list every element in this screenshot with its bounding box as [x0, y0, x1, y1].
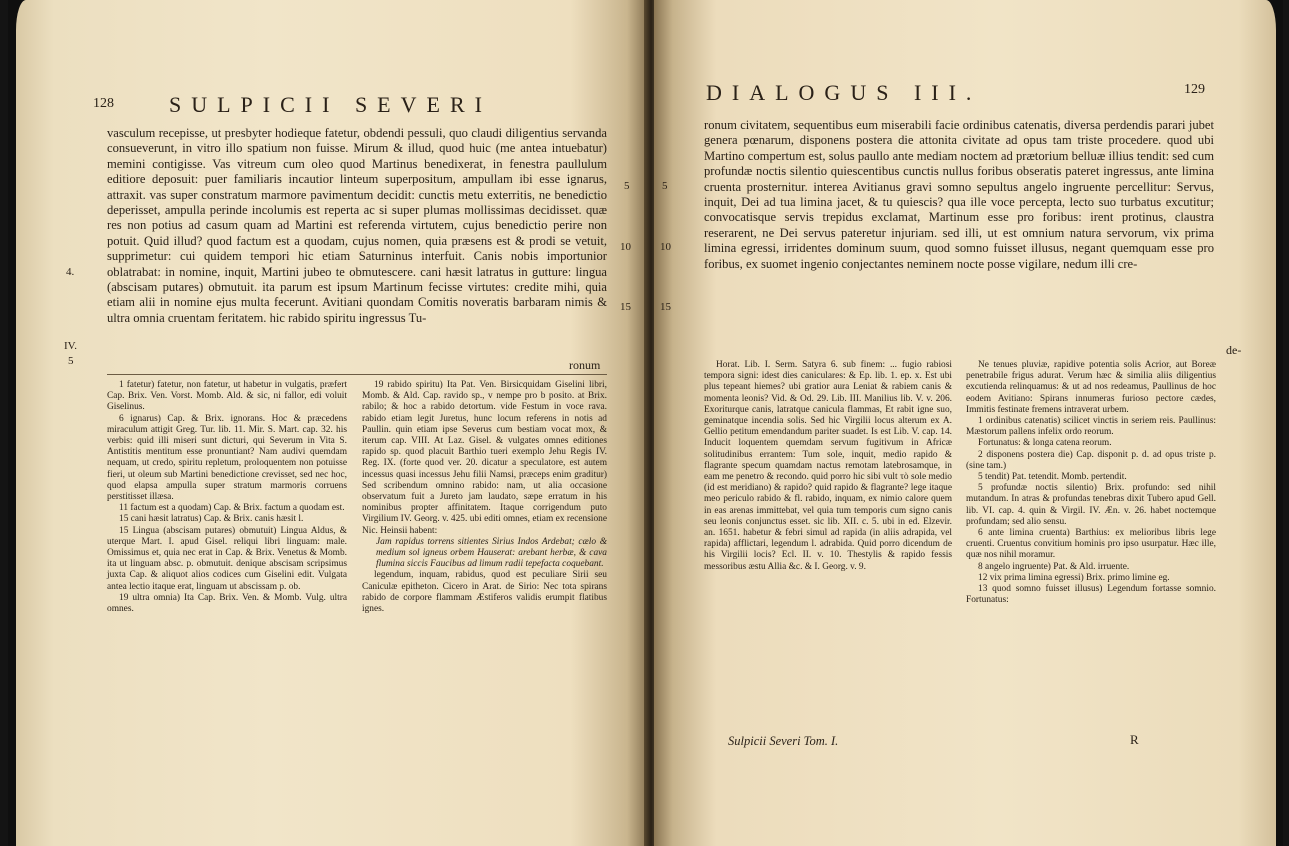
- note: 15 Lingua (abscisam putares) obmutuit) Lingua Aldus, & uterque Mart. I. apud Gisel. reliqui libri linguam: male. Omissimus et, quia nec erat in Cap. & Brix. Venetus & Momb. ita ut linguam absc. p. obmutuit. denique abscisam scripsimus juxta Cap. & aliquot alios codices cum Giselini edit. Vulgata antea lectio itaque erat, linguam ut abscissam p. ob.: [107, 525, 347, 592]
- note: 2 disponens postera die) Cap. disponit p. d. ad opus triste p. (sine tam.): [966, 449, 1216, 471]
- left-page: [16, 0, 646, 846]
- note: 5 profundæ noctis silentio) Brix. profundo: sed nihil mutandum. In atras & profundas tenebras dixit Tubero apud Gell. lib. VI. cap. 4. quin & Virgil. IV. Æn. v. 26. habet noctemque profundam; sed alio sensu.: [966, 483, 1216, 527]
- note: 5 tendit) Pat. tetendit. Momb. pertendit.: [978, 472, 1127, 483]
- note: legendum, inquam, rabidus, quod est peculiare Sirii seu Caniculæ epitheton. Cicero in Arat. de Sirio: Nec tota spirans rabido de corpore flammam Æstiferos validis erumpit flatibus ignes.: [362, 570, 607, 615]
- note: 19 rabido spiritu) Ita Pat. Ven. Birsicquidam Giselini libri, Momb. & Ald. Cap. ravido sp., v nempe pro b posito. at Brix. rabilo; & hoc a rabido detortum. vide Festum in voce rava. rabido etiam legit Juretus, hunc locum referens in notis ad Paullin. quin etiam ipse Severus cum bestiam vocat mox, & iterum cap. VIII. At Laz. Gisel. & vulgates omnes editiones rapido sp. quod placuit Barthio tueri exemplo Jehu Regis IV. Reg. IX. (forte quod ver. 20. dicatur a speculatore, est autem incessus quasi incessus Jehu filii Namsi, præceps enim graditur) Sed scribendum omnino rabido: nam, ut alia occasione observatum fuit a Jureto jam laudato, sæpe erratum in his nominibus propter affinitatem. Itaque corrigendum puto Virgilium IV. Georg. v. 425. ubi editi omnes, etiam ex recensione Nic. Heinsii habent:: [362, 380, 607, 536]
- catchword: de-: [1226, 343, 1242, 357]
- note: 1 ordinibus catenatis) scilicet vinctis in seriem reis. Paullinus: Mæstorum pallens infelix ordo reorum.: [966, 416, 1216, 438]
- running-title: SULPICII SEVERI: [169, 92, 492, 117]
- body-text: [107, 126, 607, 326]
- line-number: 15: [620, 301, 631, 313]
- body-paragraph: vasculum recepisse, ut presbyter hodieque fatetur, obdendi pessuli, quo claudi diligentius servanda consueverunt, in vitro illo spatium non fuisse. Mirum & illud, quod huic (me antea intuebatur) memini contigisse. Vas vitreum cum oleo quod Martinus benedixerat, in fenestra paullulum editiore deposuit: puer familiaris incautior linteum superpositum, ampullam ibi esse ignarus, attraxit. vas super constratum marmore pavimentum decidit: cunctis metu exterritis, ne benedictio deperisset, ampulla perinde incolumis est reperta ac si super plumas mollissimas decidisset. quæ res non potius ad casum quam ad Martini est referenda virtutem, cujus benedictio perire non potuit. Quid illud? quod factum est a quodam, cujus nomen, quia præsens est & prodi se vetuit, supprimetur: cui quidem tempori hic etiam Saturninus interfuit. Canis nobis importunior oblatrabat: in nomine, inquit, Martini jubeo te obmutescere. cani hæsit latratus in gutture: lingua (abscisam putares) obmutuit. ita parum est ipsum Martinum fecisse virtutes: credite mihi, quia etiam alii in nomine ejus multa fecerunt. Avitiani quondam Comitis noveratis barbaram nimis & ultra omnia cruentam feritatem. hic rabido spiritu ingressus Tu-: [107, 126, 607, 325]
- note: Jam rapidus torrens sitientes Sirius Indos Ardebat; cælo & medium sol igneus orbem Hauserat: arebant herbæ, & cava flumina siccis Faucibus ad limum radii tepefacta coquebant.: [376, 536, 607, 570]
- notes-column-2: [966, 360, 1216, 726]
- book-spread: [8, 0, 1283, 846]
- body-text: [704, 118, 1214, 272]
- line-number: 10: [620, 241, 631, 253]
- note: 13 quod somno fuisset illusus) Legendum fortasse somnio. Fortunatus:: [966, 584, 1216, 606]
- left-running-head: [16, 92, 646, 122]
- line-number: 15: [660, 301, 671, 313]
- notes-column-1: [107, 380, 347, 615]
- page-number: 128: [93, 96, 114, 111]
- page-number: 129: [1184, 82, 1205, 97]
- notes-column-2: [362, 380, 607, 615]
- separator-rule: [107, 374, 607, 375]
- notes-column-1: [704, 360, 952, 725]
- line-number: 5: [624, 180, 630, 192]
- chapter-mark: IV.: [64, 340, 77, 352]
- note: 1 fatetur) fatetur, non fatetur, ut habetur in vulgatis, præfert Cap. Brix. Ven. Vorst. Momb. Ald. & sic, ni fallor, edi voluit Giselinus.: [107, 380, 347, 413]
- note: Ne tenues pluviæ, rapidive potentia solis Acrior, aut Boreæ penetrabile frigus adurat. Verum hæc & similia aliis diligentius excutienda relinquamus: & ut ad nos redeamus, Paullinus de hoc eodem Avitiano: Spirans innumeras furioso pectore cædes, Immitis festinate fremens intraverat urbem.: [966, 360, 1216, 415]
- line-number: 5: [662, 180, 668, 192]
- note: 19 ultra omnia) Ita Cap. Brix. Ven. & Momb. Vulg. ultra omnes.: [107, 592, 347, 615]
- signature-line: Sulpicii Severi Tom. I.: [728, 734, 839, 748]
- body-paragraph: ronum civitatem, sequentibus eum miserabili facie ordinibus catenatis, diversa perdendis parari jubet genera pœnarum, disponens postera die attonita civitate ad opus tam triste procedere. quod ubi Martino compertum est, solus paullo ante mediam noctem ad prætorium belluæ illius tendit: sed cum profundæ noctis silentio quiescentibus cunctis nullus foribus obseratis pateret ingressus, ante limina cruenta prosternitur. interea Avitianus gravi somno sepultus angelo ingruente percellitur: Servus, inquit, Dei ad tua limina jacet, & tu quiescis? qua ille voce percepta, lecto suo turbatus excutitur; convocatisque servis trepidus exclamat, Martinum esse pro foribus: irent protinus, claustra reserarent, ne Dei servus pateretur injuriam. sed illi, ut est omnium natura servorum, vix prima limina egressi, irridentes dominum suum, quod somno fuisset illusus, negant quemquam esse pro foribus, ex suomet ingenio conjectantes neminem nocte posse vigilare, nedum illi cre-: [704, 118, 1214, 271]
- note: 15 cani hæsit latratus) Cap. & Brix. canis hæsit l.: [119, 514, 304, 525]
- note: 6 ignarus) Cap. & Brix. ignorans. Hoc & præcedens miraculum attigit Greg. Tur. lib. 11. Mir. S. Mart. cap. 32. his verbis: quid illi miseri sunt dicturi, qui Severum in Vita S. Antistitis mentitum esse pronuntiant? Nam audivi quemdam nequam, ut credo, spiritu repletum, proloquentem non potuisse fieri, ut oleum sub Martini benedictione crevisset, sed nec hoc, quod elapsa ampulla super stratum marmoris corruens perstitisset illæsa.: [107, 413, 347, 503]
- note: 6 ante limina cruenta) Barthius: ex melioribus libris lege cruenti. Cruentus convitium hominis pro ipso usurpatur. Hæc ille, quæ nos nihil moramur.: [966, 528, 1216, 561]
- note: Fortunatus: & longa catena reorum.: [978, 438, 1112, 449]
- signature-mark: R: [1130, 732, 1139, 747]
- note: Horat. Lib. I. Serm. Satyra 6. sub finem: ... fugio rabiosi tempora signi: idest dies caniculares: & Ep. lib. 1. ep. x. Est ubi plus tepeant hiemes? ubi gratior aura Leniat & rabiem canis & momenta leonis? Vid. & Od. 29. Lib. III. Manilius lib. V. v. 206. Exoriturque canis, latratque canicula flammas, Et rabit igne suo, geminatque incendia solis. Sed hic Virgilii locus alterum ex A. Gellio petitum emendandum pariter suadet. Is est Lib. V. cap. 14. Inducit loquentem quemdam servum fugitivum in Africæ solitudinibus errantem: Tum sole, inquit, medio rapido & flagrante specum quamdam nactus remotam latebrosamque, in eam me penetro & recondo. quid porro hic sibi vult τὸ sole medio (id est meridiano) & rapido? quid rapido & flagrante? lege itaque meo periculo rabido & fl. rabido, inquam, ex nimio calore quem in eas arenas immittebat, vel quia tum temporis cum signo canis seu leonis conjunctus esset. sic lib. XII. c. 5. ubi in ed. Elzevir. an. 1651. habetur & febri simul ad rapida (in aliis adrapida, vel rapida) afflictari, legendum l. adrabida. Quid porro dicendum de his Virgilii locis? Ecl. II. v. 10. Thestylis & rapido fessis messoribus æstu Allia &c. & I. Georg. v. 9.: [704, 360, 952, 572]
- chapter-mark: 5: [68, 355, 74, 367]
- chapter-mark: 4.: [66, 266, 75, 278]
- note: 12 vix prima limina egressi) Brix. primo limine eg.: [978, 572, 1170, 583]
- note: 8 angelo ingruente) Pat. & Ald. irruente.: [978, 561, 1130, 572]
- running-title: DIALOGUS III.: [706, 80, 982, 105]
- note: 11 factum est a quodam) Cap. & Brix. factum a quodam est.: [119, 503, 345, 514]
- catchword: ronum: [569, 358, 601, 372]
- right-page: [654, 0, 1276, 846]
- line-number: 10: [660, 241, 671, 253]
